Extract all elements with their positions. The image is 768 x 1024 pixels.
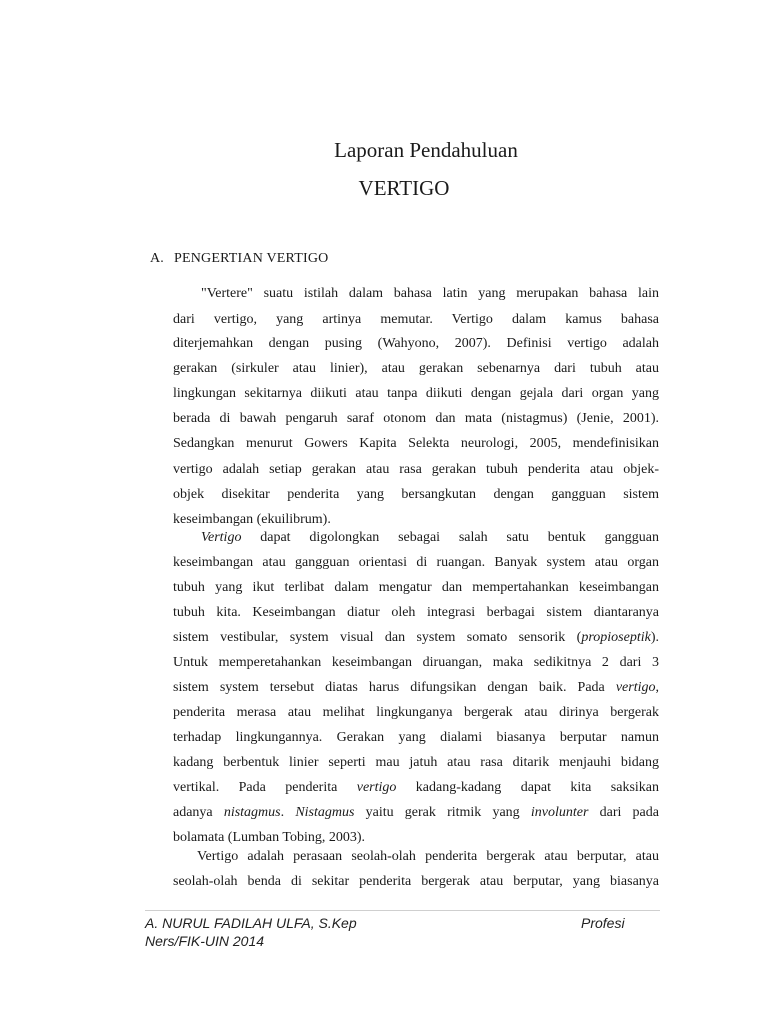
footer-right: Profesi [581, 915, 625, 931]
footer-divider [145, 910, 660, 911]
p2-line: tubuh kita. Keseimbangan diatur oleh integrasi berbagai sistem diantaranya [173, 605, 659, 620]
p2-line: penderita merasa atau melihat lingkunganya bergerak atau dirinya bergerak [173, 705, 659, 720]
footer-line2: Ners/FIK-UIN 2014 [145, 933, 265, 949]
section-heading [150, 251, 328, 267]
p1-line: Sedangkan menurut Gowers Kapita Selekta neurologi, 2005, mendefinisikan [173, 436, 659, 451]
p2-line: sistem vestibular, system visual dan system somato sensorik (propioseptik). [173, 630, 659, 645]
p2-line: keseimbangan atau gangguan orientasi di ruangan. Banyak system atau organ [173, 555, 659, 570]
p1-line: dari vertigo, yang artinya memutar. Vertigo dalam kamus bahasa [173, 312, 659, 327]
p2-line: kadang berbentuk linier seperti mau jatuh atau rasa ditarik menjauhi bidang [173, 755, 659, 770]
document-subtitle: VERTIGO [358, 176, 450, 200]
p1-line: gerakan (sirkuler atau linier), atau gerakan sebenarnya dari tubuh atau [173, 361, 659, 376]
p1-line: vertigo adalah setiap gerakan atau rasa gerakan tubuh penderita atau objek- [173, 462, 659, 477]
footer-author: A. NURUL FADILAH ULFA, S.Kep [145, 915, 357, 931]
p2-line: adanya nistagmus. Nistagmus yaitu gerak ritmik yang involunter dari pada [173, 805, 659, 820]
italic-term: vertigo [615, 680, 656, 695]
italic-term: vertigo [356, 780, 397, 795]
p2-line: vertikal. Pada penderita vertigo kadang-kadang dapat kita saksikan [173, 780, 659, 795]
p1-line: diterjemahkan dengan pusing (Wahyono, 2007). Definisi vertigo adalah [173, 336, 659, 351]
p1-line: keseimbangan (ekuilibrum). [173, 512, 331, 527]
italic-term: nistagmus [223, 805, 281, 820]
italic-term: Vertigo [201, 530, 242, 545]
p2-line: Untuk memperetahankan keseimbangan diruangan, maka sedikitnya 2 dari 3 [173, 655, 659, 670]
p2-line: bolamata (Lumban Tobing, 2003). [173, 830, 366, 845]
p1-line: lingkungan sekitarnya diikuti atau tanpa diikuti dengan gejala dari organ yang [173, 386, 659, 401]
italic-term: involunter [530, 805, 589, 820]
italic-term: propioseptik [581, 630, 651, 645]
p2-line: sistem system tersebut diatas harus difungsikan dengan baik. Pada vertigo, [173, 680, 659, 695]
p3-line: seolah-olah benda di sekitar penderita bergerak atau berputar, yang biasanya [173, 874, 659, 889]
section-letter: A. [150, 251, 165, 266]
section-title: PENGERTIAN VERTIGO [174, 251, 329, 266]
italic-term: Nistagmus [295, 805, 355, 820]
p1-line: objek disekitar penderita yang bersangkutan dengan gangguan sistem [173, 487, 659, 502]
p2-line: Vertigo dapat digolongkan sebagai salah satu bentuk gangguan [201, 530, 659, 545]
document-title: Laporan Pendahuluan [334, 138, 518, 162]
p3-line: Vertigo adalah perasaan seolah-olah penderita bergerak atau berputar, atau [197, 849, 659, 864]
p2-line: terhadap lingkungannya. Gerakan yang dialami biasanya berputar namun [173, 730, 659, 745]
p2-line: tubuh yang ikut terlibat dalam mengatur dan mempertahankan keseimbangan [173, 580, 659, 595]
p1-line: berada di bawah pengaruh saraf otonom dan mata (nistagmus) (Jenie, 2001). [173, 411, 659, 426]
p1-line: "Vertere" suatu istilah dalam bahasa latin yang merupakan bahasa lain [201, 286, 659, 301]
